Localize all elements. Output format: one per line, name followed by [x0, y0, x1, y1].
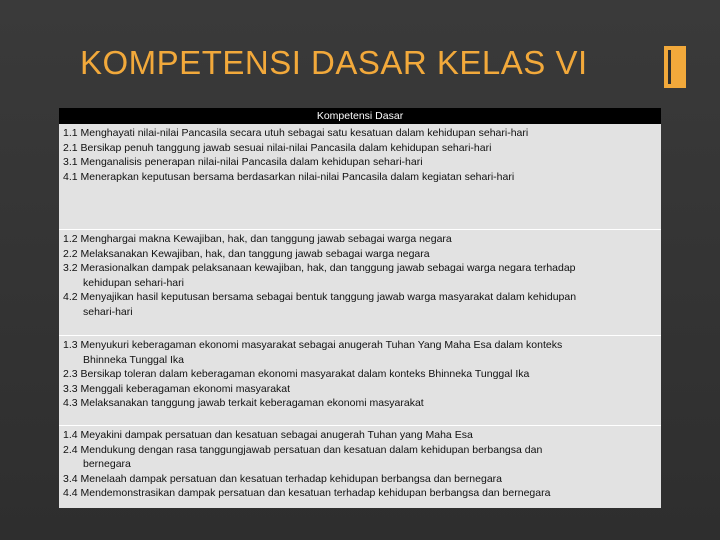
competency-block-4	[59, 426, 661, 508]
competency-block-3	[59, 336, 661, 426]
competency-line: 4.4 Mendemonstrasikan dampak persatuan dan kesatuan terhadap kehidupan berbangsa dan bernegara	[63, 487, 551, 500]
competency-block-1	[59, 124, 661, 230]
competency-line: 3.2 Merasionalkan dampak pelaksanaan kewajiban, hak, dan tanggung jawab sebagai warga negara terhadap	[63, 262, 576, 275]
slide-title: KOMPETENSI DASAR KELAS VI	[80, 44, 588, 81]
competency-line: 3.1 Menganalisis penerapan nilai-nilai Pancasila dalam kehidupan sehari-hari	[63, 156, 423, 169]
competency-block-2	[59, 230, 661, 336]
competency-line-continued: bernegara	[83, 458, 131, 471]
competency-line-continued: kehidupan sehari-hari	[83, 276, 184, 289]
competency-line-continued: Bhinneka Tunggal Ika	[83, 353, 184, 366]
competency-line: 1.4 Meyakini dampak persatuan dan kesatuan sebagai anugerah Tuhan yang Maha Esa	[63, 429, 473, 441]
competency-line: 3.4 Menelaah dampak persatuan dan kesatuan terhadap kehidupan berbangsa dan bernegara	[63, 472, 503, 485]
competency-line: 1.2 Menghargai makna Kewajiban, hak, dan tanggung jawab sebagai warga negara	[63, 233, 452, 245]
competency-line: 2.4 Mendukung dengan rasa tanggungjawab persatuan dan kesatuan dalam kehidupan berbangsa dan	[63, 443, 543, 456]
competency-line: 1.1 Menghayati nilai-nilai Pancasila secara utuh sebagai satu kesatuan dalam kehidupan sehari-hari	[63, 127, 529, 139]
competency-line: 4.2 Menyajikan hasil keputusan bersama sebagai bentuk tanggung jawab warga masyarakat dalam kehidupan	[63, 291, 577, 304]
competency-line: 2.1 Bersikap penuh tanggung jawab sesuai nilai-nilai Pancasila dalam kehidupan sehari-hari	[63, 141, 492, 154]
competency-line: 2.2 Melaksanakan Kewajiban, hak, dan tanggung jawab sebagai warga negara	[63, 247, 430, 260]
competency-line: 3.3 Menggali keberagaman ekonomi masyarakat	[63, 382, 291, 395]
competency-table	[59, 108, 661, 508]
competency-line-continued: sehari-hari	[83, 305, 133, 318]
table-header: Kompetensi Dasar	[59, 108, 661, 124]
competency-line: 2.3 Bersikap toleran dalam keberagaman ekonomi masyarakat dalam konteks Bhinneka Tunggal Ika	[63, 368, 530, 381]
competency-line: 4.1 Menerapkan keputusan bersama berdasarkan nilai-nilai Pancasila dalam kegiatan sehari-hari	[63, 170, 515, 183]
competency-line: 1.3 Menyukuri keberagaman ekonomi masyarakat sebagai anugerah Tuhan Yang Maha Esa dalam konteks	[63, 339, 563, 351]
accent-bar-decoration	[664, 46, 686, 88]
competency-line: 4.3 Melaksanakan tanggung jawab terkait keberagaman ekonomi masyarakat	[63, 397, 424, 410]
